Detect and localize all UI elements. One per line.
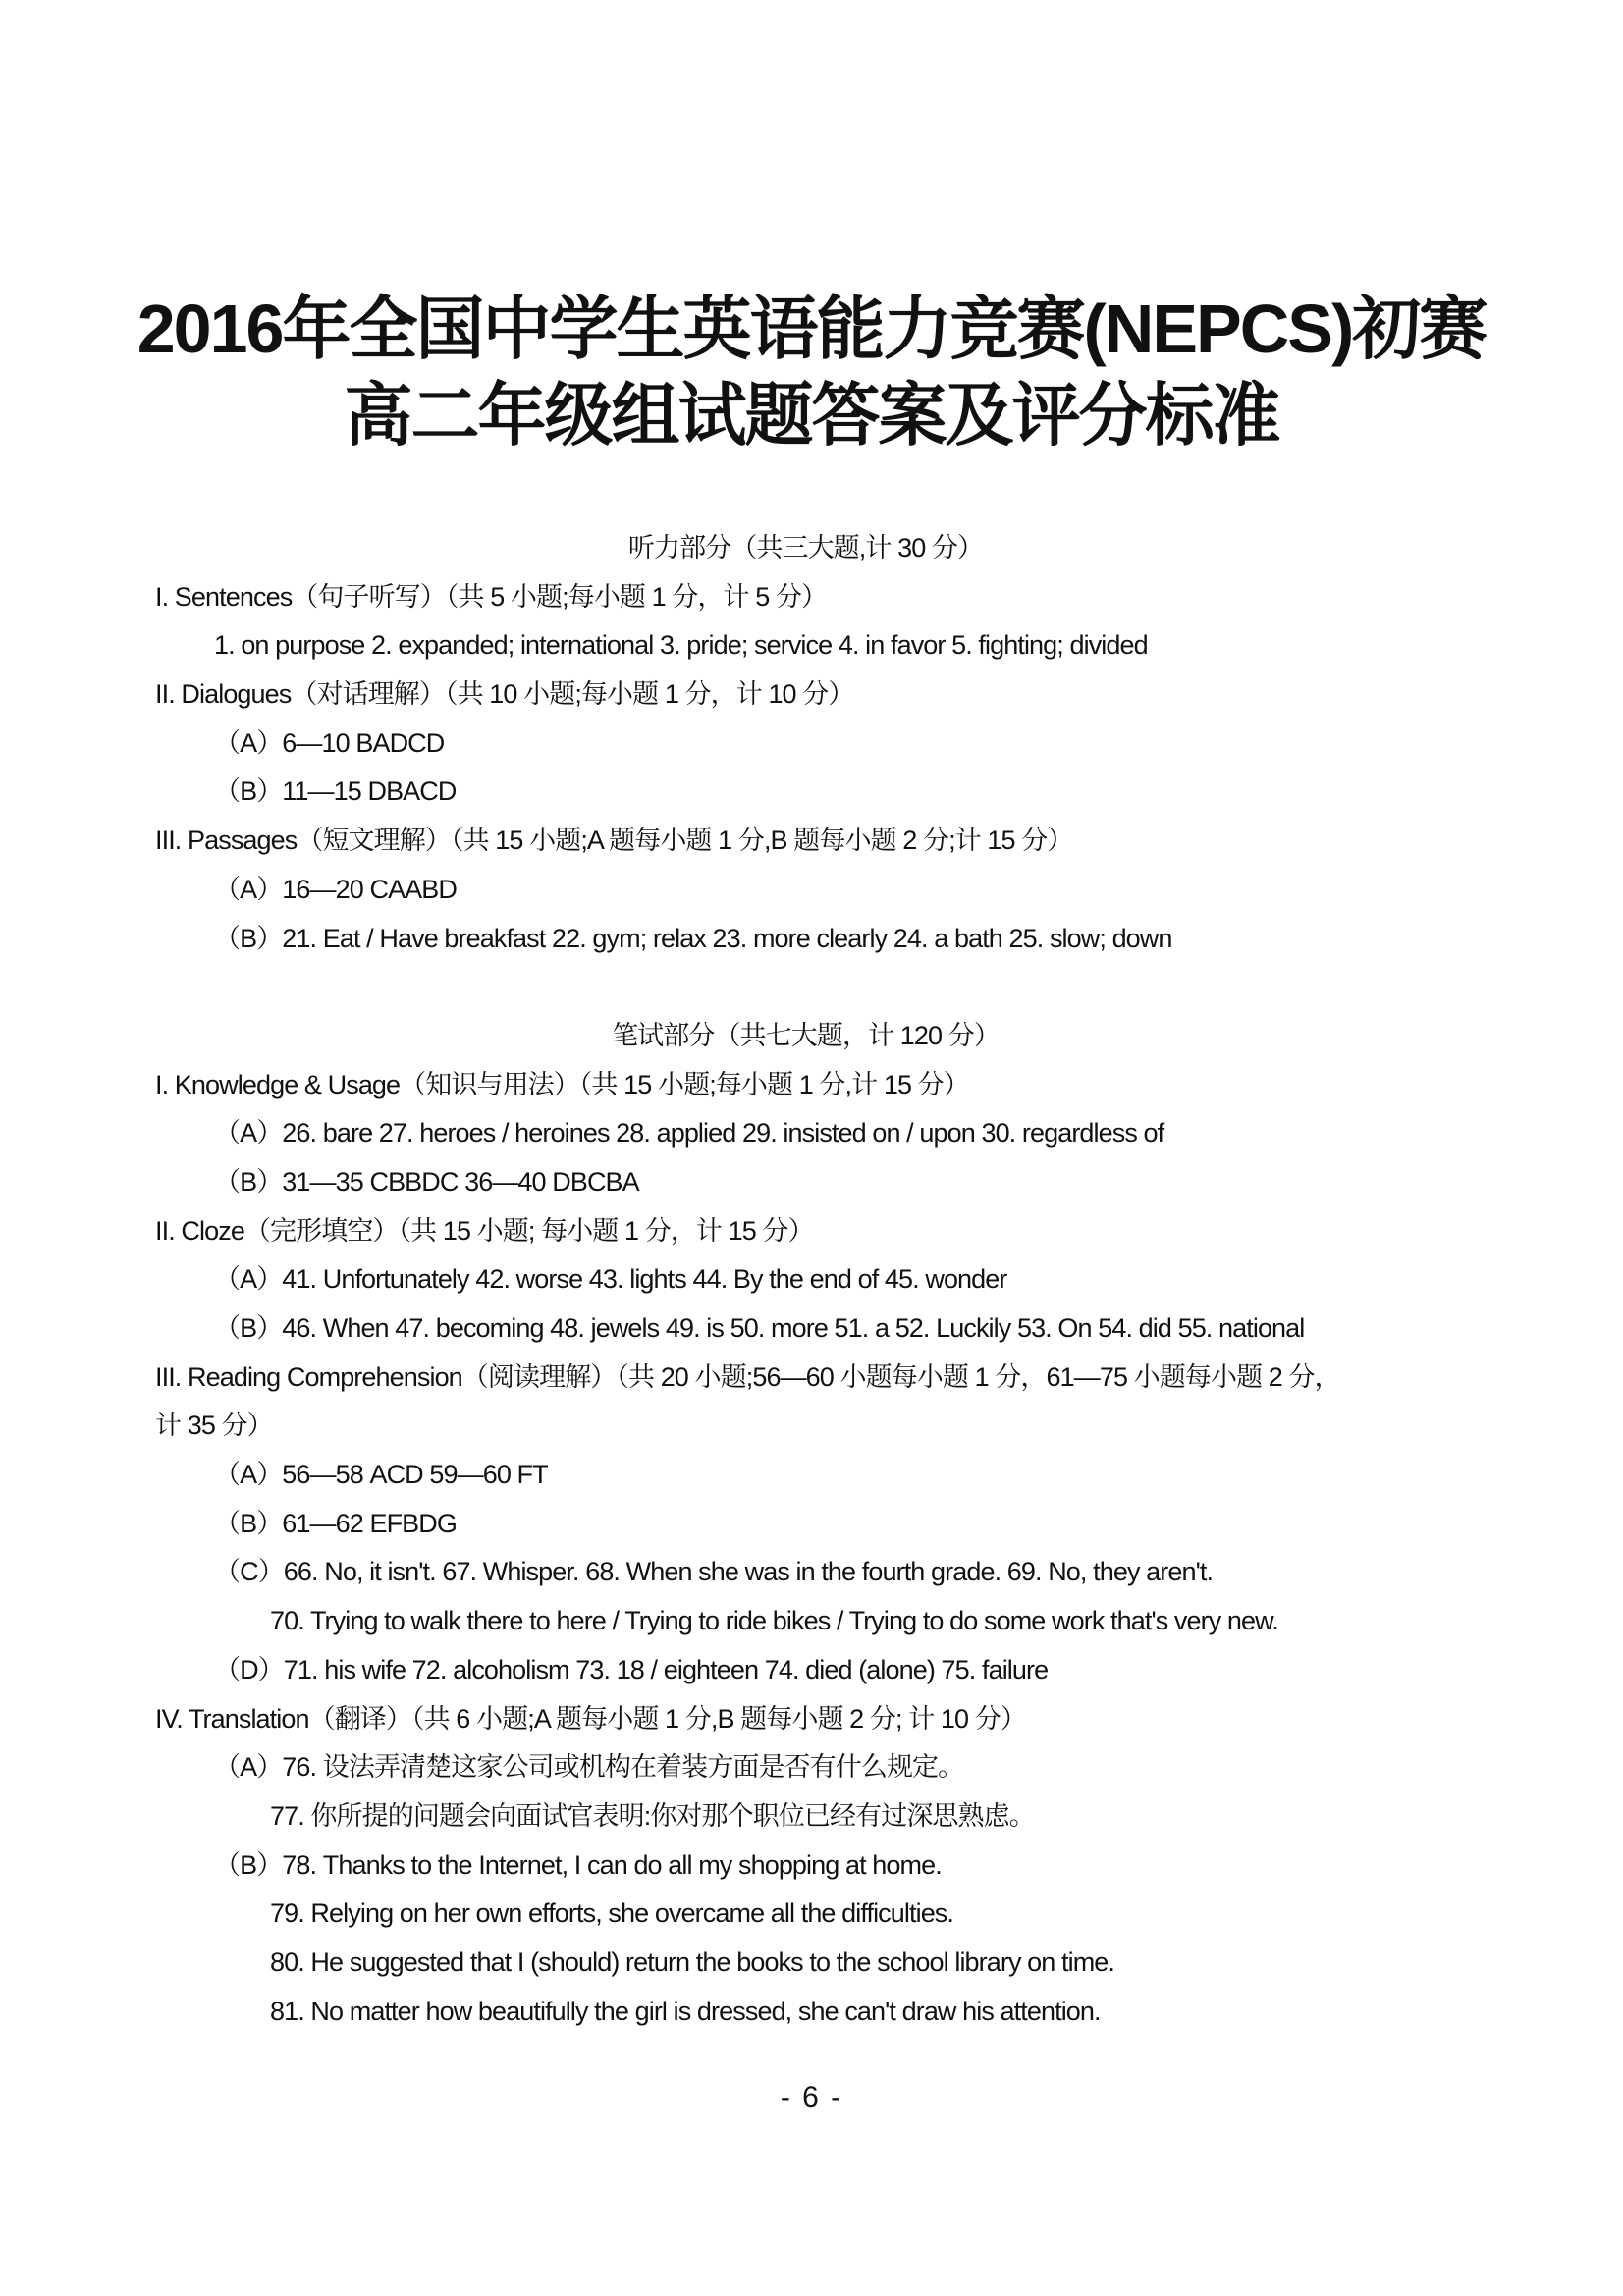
answer-line: （B）61—62 EFBDG [214,1508,457,1538]
answer-line: （B）31—35 CBBDC 36—40 DBCBA [214,1166,639,1197]
question-group-heading: 计 35 分） [155,1411,273,1441]
document-title-line-1: 2016年全国中学生英语能力竞赛(NEPCS)初赛 [136,291,1487,367]
answer-key-body [155,524,1490,2036]
answer-continuation-line: 70. Trying to walk there to here / Trying to ride bikes / Trying to do some work that's very new. [270,1606,1278,1636]
question-group-heading: II. Cloze（完形填空）（共 15 小题; 每小题 1 分，计 15 分） [155,1215,814,1246]
answer-line: （A）41. Unfortunately 42. worse 43. lights 44. By the end of 45. wonder [214,1264,1007,1295]
question-group-heading: III. Passages（短文理解）（共 15 小题;A 题每小题 1 分,B 题每小题 2 分;计 15 分） [155,826,1073,856]
document-title-line-2: 高二年级组试题答案及评分标准 [344,377,1279,454]
answer-line: （A）56—58 ACD 59—60 FT [214,1460,548,1490]
question-group-heading: I. Sentences（句子听写）（共 5 小题;每小题 1 分，计 5 分） [155,581,828,612]
section-heading: 听力部分（共三大题,计 30 分） [627,533,984,562]
blank-line [155,963,1490,1012]
question-group-heading: IV. Translation（翻译）（共 6 小题;A 题每小题 1 分,B 题每小题 2 分; 计 10 分） [155,1703,1026,1734]
answer-continuation-line: 81. No matter how beautifully the girl is dressed, she can't draw his attention. [270,1996,1101,2026]
answer-line: （A）6—10 BADCD [214,727,445,758]
page-number: - 6 - [780,2081,843,2113]
answer-line: （B）11—15 DBACD [214,776,457,807]
answer-line: （B）78. Thanks to the Internet, I can do all my shopping at home. [214,1849,942,1880]
answer-continuation-line: 77. 你所提的问题会向面试官表明:你对那个职位已经有过深思熟虑。 [270,1800,1035,1831]
answer-line: （A）16—20 CAABD [214,874,457,904]
answer-line: （A）76. 设法弄清楚这家公司或机构在着装方面是否有什么规定。 [214,1752,964,1783]
answer-continuation-line: 79. Relying on her own efforts, she overcame all the difficulties. [270,1898,954,1929]
answer-line: （C）66. No, it isn't. 67. Whisper. 68. When she was in the fourth grade. 69. No, they aren't. [214,1557,1214,1587]
answer-line: （B）46. When 47. becoming 48. jewels 49. is 50. more 51. a 52. Luckily 53. On 54. did 55. national [214,1313,1305,1343]
answer-line: （D）71. his wife 72. alcoholism 73. 18 / eighteen 74. died (alone) 75. failure [214,1654,1049,1684]
answer-line: （B）21. Eat / Have breakfast 22. gym; relax 23. more clearly 24. a bath 25. slow; down [214,923,1172,953]
question-group-heading: II. Dialogues（对话理解）（共 10 小题;每小题 1 分，计 10 分） [155,679,854,710]
answer-continuation-line: 80. He suggested that I (should) return the books to the school library on time. [270,1947,1115,1977]
question-group-heading: I. Knowledge & Usage（知识与用法）（共 15 小题;每小题 1 分,计 15 分） [155,1069,969,1099]
answer-line: （A）26. bare 27. heroes / heroines 28. applied 29. insisted on / upon 30. regardless of [214,1118,1164,1148]
question-group-heading: III. Reading Comprehension（阅读理解）（共 20 小题;56—60 小题每小题 1 分，61—75 小题每小题 2 分， [155,1362,1340,1392]
section-heading: 笔试部分（共七大题，计 120 分） [612,1020,1000,1050]
answer-line: 1. on purpose 2. expanded; international 3. pride; service 4. in favor 5. fighting; divided [214,630,1148,661]
